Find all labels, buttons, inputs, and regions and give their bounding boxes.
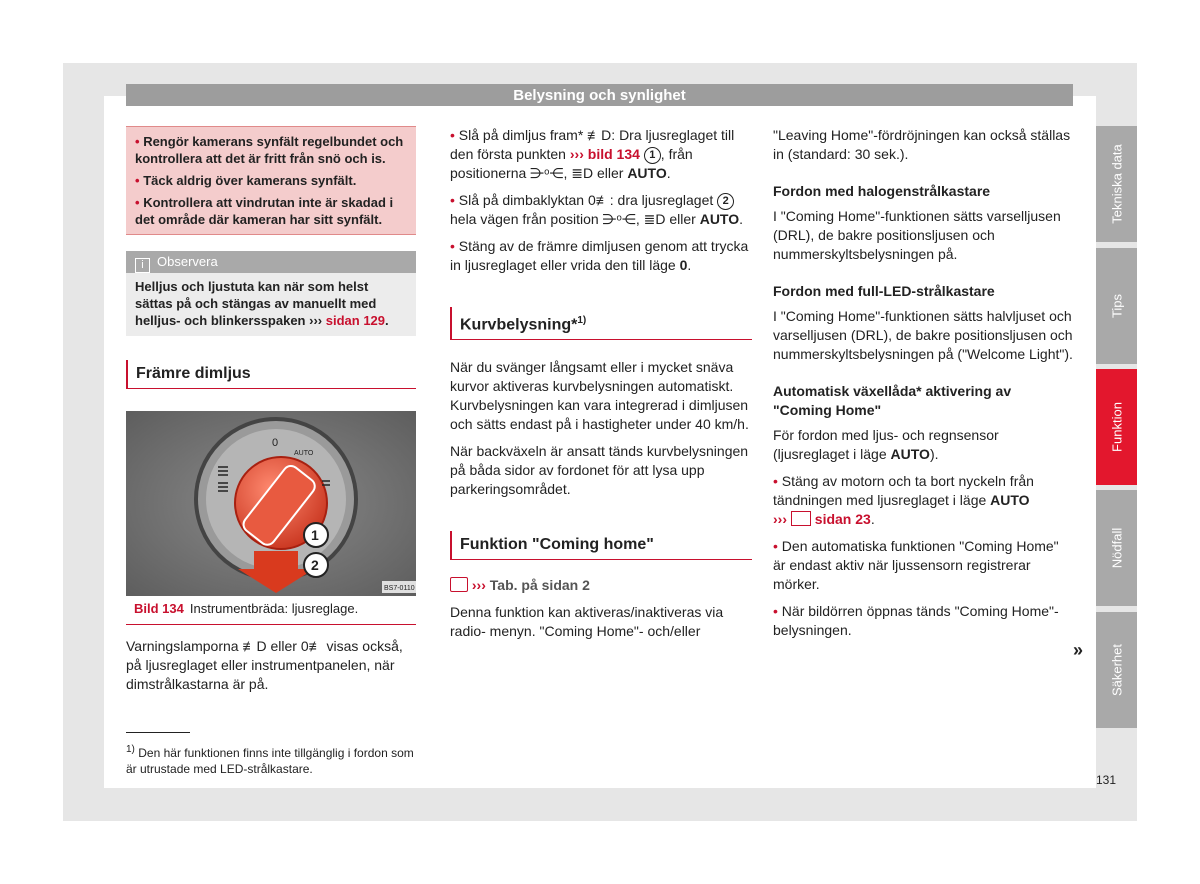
column-right xyxy=(773,126,1073,648)
info-icon: i xyxy=(135,258,150,273)
tab-reference: ››› Tab. på sidan 2 xyxy=(450,576,752,595)
heading-halogen: Fordon med halogenstrålkastare xyxy=(773,183,991,199)
warning-item: • Rengör kamerans synfält regelbundet och kontrollera att det är fritt från snö och is. xyxy=(135,134,404,166)
section-title-dimljus: Främre dimljus xyxy=(126,360,416,389)
light-switch-illustration xyxy=(126,411,416,596)
column-left xyxy=(126,126,416,702)
callout-1: 1 xyxy=(311,527,319,543)
section-title-kurvbelysning: Kurvbelysning*$^{1)}$ xyxy=(450,307,752,340)
bullet-engine-off: • Stäng av motorn och ta bort nyckeln från tändningen med ljusreglaget i läge AUTO ››› sidan 23. xyxy=(773,473,1034,527)
paragraph-leaving-home: "Leaving Home"-fördröjningen kan också ställas in (standard: 30 sek.). xyxy=(773,127,1071,162)
footnote: $^{1)}$ Den här funktionen finns inte tillgänglig i fordon som är utrustade med LED-strålkastare. xyxy=(126,744,414,776)
callout-2: 2 xyxy=(311,557,319,573)
dial-label-auto: AUTO xyxy=(294,450,314,457)
bullet-door-open: • När bildörren öppnas tänds "Coming Home"-belysningen. xyxy=(773,603,1059,638)
book-icon xyxy=(791,511,811,526)
paragraph-halogen: I "Coming Home"-funktionen sätts varselljusen (DRL), de bakre positionsljusen och nummerskyltsbelysningen på. xyxy=(773,208,1061,262)
paragraph-warning-lamps: Varningslamporna ≢D eller 0≢ visas också, på ljusreglaget eller instrumentpanelen, när dimstrålkastarna är på. xyxy=(126,638,403,692)
page-header: Belysning och synlighet xyxy=(126,84,1073,106)
paragraph-kurv-2: När backväxeln är ansatt tänds kurvbelysningen på båda sidor av fordonet för att lysa upp parkeringsområdet. xyxy=(450,443,749,498)
section-title-coming-home: Funktion "Coming home" xyxy=(450,531,752,560)
warning-item: • Täck aldrig över kamerans synfält. xyxy=(135,173,357,188)
bullet-fog-off: • Stäng av de främre dimljusen genom att trycka in ljusreglaget eller vrida den till läge 0. xyxy=(450,238,749,273)
warning-item: • Kontrollera att vindrutan inte är skadad i det område där kameran har sitt synfält. xyxy=(135,195,394,227)
callout-ref-2: 2 xyxy=(717,193,734,210)
link-page-129[interactable]: sidan 129 xyxy=(325,313,386,328)
figure-code: BS7-0110 xyxy=(384,585,415,592)
heading-automatic: Automatisk växellåda* aktivering av "Coming Home" xyxy=(773,383,1012,418)
column-middle xyxy=(450,126,752,649)
tab-sakerhet[interactable]: Säkerhet xyxy=(1096,612,1137,728)
paragraph-kurv-1: När du svänger långsamt eller i mycket snäva kurvor aktiveras kurvbelysningen automatiskt. Kurvbelysningen kan vara integrerad i dimljusen och sätts endast på i hastigheter under 40 km/h. xyxy=(450,359,749,433)
bullet-auto-function: • Den automatiska funktionen "Coming Home" är endast aktiv när ljussensorn registrerar mörker. xyxy=(773,538,1059,592)
note-header: i Observera xyxy=(126,251,416,273)
figure-caption: Bild 134 Instrumentbräda: ljusreglage. xyxy=(126,596,416,625)
figure-light-switch xyxy=(126,411,416,596)
paragraph-coming-home: Denna funktion kan aktiveras/inaktiveras via radio- menyn. "Coming Home"- och/eller xyxy=(450,604,724,640)
page-number: 131 xyxy=(1096,773,1117,787)
bullet-fog-rear: • Slå på dimbaklyktan 0≢: dra ljusreglaget 2 hela vägen från position ⋺ᵒ⋲, ≣D eller AUTO. xyxy=(450,192,744,227)
dial-label-0: 0 xyxy=(272,437,279,449)
note-body: Helljus och ljustuta kan när som helst sättas på och stängas av manuellt med helljus- och blinkersspaken ››› sidan 129. xyxy=(135,279,389,328)
tab-tekniska-data[interactable]: Tekniska data xyxy=(1096,126,1137,242)
paragraph-full-led: I "Coming Home"-funktionen sätts halvljuset och varselljusen (DRL), de bakre positionsljusen och nummerskyltsbelysningen på ("Welcome Light"). xyxy=(773,308,1073,362)
warning-box xyxy=(126,126,416,235)
tab-nodfall[interactable]: Nödfall xyxy=(1096,490,1137,606)
tab-funktion[interactable]: Funktion xyxy=(1096,369,1137,485)
paragraph-sensor: För fordon med ljus- och regnsensor (ljusreglaget i läge AUTO). xyxy=(773,427,999,462)
tab-tips[interactable]: Tips xyxy=(1096,248,1137,364)
heading-full-led: Fordon med full-LED-strålkastare xyxy=(773,283,995,299)
link-page-23[interactable]: sidan 23 xyxy=(814,511,871,527)
continue-arrow: » xyxy=(1073,640,1084,660)
callout-ref-1: 1 xyxy=(644,147,661,164)
link-tab-page-2[interactable]: Tab. på sidan 2 xyxy=(489,577,590,594)
note-box xyxy=(126,251,416,336)
footnote-rule xyxy=(126,732,190,733)
bullet-fog-front: • Slå på dimljus fram* ≢D: Dra ljusreglaget till den första punkten ››› bild 134 1 , från positionerna ⋺ᵒ⋲, ≣D eller AUTO. xyxy=(450,127,735,181)
link-figure-134[interactable]: bild 134 xyxy=(587,146,640,162)
display-icon xyxy=(450,577,468,592)
